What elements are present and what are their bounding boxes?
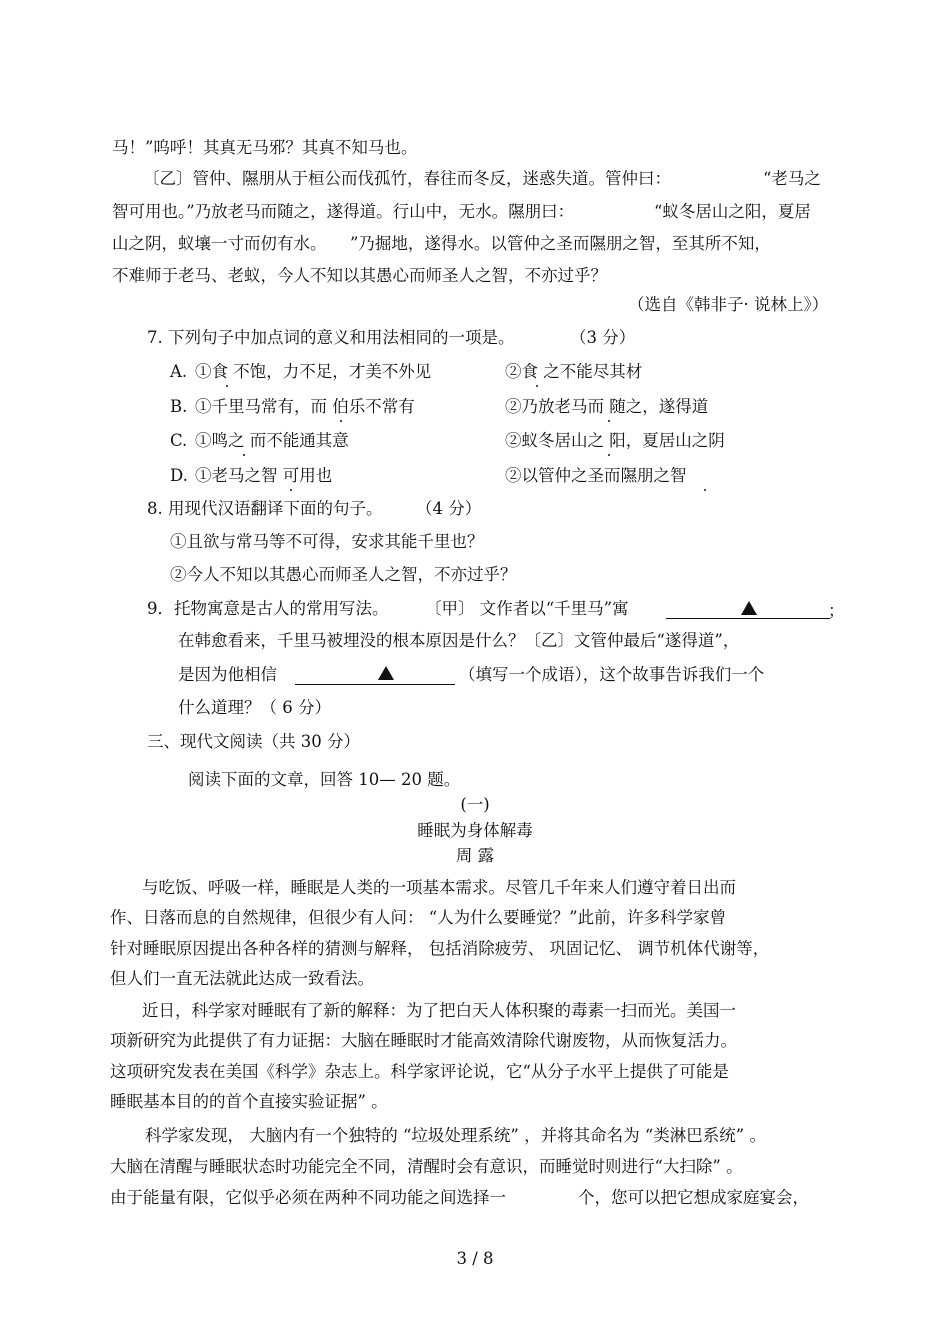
passage-yi-line: 不难师于老马、老蚁，今人不知以其愚心而师圣人之智，不亦过乎？ xyxy=(112,266,607,285)
article-line: 科学家发现， 大脑内有一个独特的 “垃圾处理系统” ，并将其命名为 “类淋巴系统” 。 xyxy=(145,1126,766,1145)
q9-line: （填写一个成语），这个故事告诉我们一个 xyxy=(459,665,765,684)
article-line: 睡眠基本目的的首个直接实验证据” 。 xyxy=(110,1092,388,1111)
emphasis-dot xyxy=(608,420,610,422)
triangle-marker-icon xyxy=(741,601,757,615)
q8-stem: 8. 用现代汉语翻译下面的句子。 xyxy=(147,499,383,518)
page-number: 3 / 8 xyxy=(456,1249,494,1268)
q7-score: （3 分） xyxy=(570,328,636,347)
q7-option-right: ②乃放老马而 随之，遂得道 xyxy=(505,397,709,416)
emphasis-dot xyxy=(608,454,610,456)
q7-option-left: ①鸣之 而不能通其意 xyxy=(195,431,349,450)
article-line: 与吃饭、呼吸一样，睡眠是人类的一项基本需求。尽管几千年来人们遵守着日出而 xyxy=(142,878,736,897)
passage-yi-line: 山之阴，蚁壤一寸而仞有水。 xyxy=(112,234,327,253)
article-line: 但人们一直无法就此达成一致看法。 xyxy=(110,969,374,988)
triangle-marker-icon xyxy=(378,666,394,680)
article-line: 针对睡眠原因提出各种各样的猜测与解释， 包括消除疲劳、 巩固记忆、 调节机体代谢等， xyxy=(110,939,770,958)
article-line: 大脑在清醒与睡眠状态时功能完全不同，清醒时会有意识，而睡觉时则进行“大扫除” 。 xyxy=(110,1157,743,1176)
article-line: 项新研究为此提供了有力证据：大脑在睡眠时才能高效清除代谢废物，从而恢复活力。 xyxy=(110,1031,737,1050)
q9-line: 〔甲〕 文作者以“千里马”寓 xyxy=(425,599,629,618)
emphasis-dot xyxy=(704,489,706,491)
q7-option-right: ②食 之不能尽其材 xyxy=(505,362,643,381)
q8-score: （4 分） xyxy=(416,499,482,518)
emphasis-dot xyxy=(290,489,292,491)
q9-line: 9．托物寓意是古人的常用写法。 xyxy=(147,599,389,618)
q7-option-left: ①食 不饱，力不足，才美不外见 xyxy=(195,362,432,381)
q7-option-letter: D. xyxy=(170,466,188,485)
passage-source: （选自《韩非子· 说林上》） xyxy=(628,295,829,314)
q8-sentence: ②今人不知以其愚心而师圣人之智，不亦过乎？ xyxy=(170,565,517,584)
passage-yi-line: 〔乙〕管仲、隰朋从于桓公而伐孤竹，春往而冬反，迷惑失道。管仲曰： xyxy=(143,169,671,188)
q7-option-letter: C. xyxy=(170,431,188,450)
passage-yi-line: ”乃掘地，遂得水。以管仲之圣而隰朋之智，至其所不知， xyxy=(350,234,771,253)
q7-stem: 7. 下列句子中加点词的意义和用法相同的一项是。 xyxy=(147,328,515,347)
article-line: 近日，科学家对睡眠有了新的解释：为了把白天人体积聚的毒素一扫而光。美国一 xyxy=(142,1001,736,1020)
article-part-label: (一) xyxy=(460,795,490,814)
passage-jia-end: 马！”呜呼！其真无马邪？其真不知马也。 xyxy=(112,138,418,157)
section-title: 三、现代文阅读（共 30 分） xyxy=(147,732,360,751)
q7-option-left: ①千里马常有，而 伯乐不常有 xyxy=(195,397,415,416)
q7-option-letter: B. xyxy=(170,397,188,416)
passage-yi-line: 智可用也。”乃放老马而随之，遂得道。行山中，无水。隰朋曰： xyxy=(112,202,575,221)
article-line: 作、日落而息的自然规律，但很少有人问： “人为什么要睡觉？”此前，许多科学家曾 xyxy=(110,908,727,927)
article-line: 个，您可以把它想成家庭宴会， xyxy=(578,1188,809,1207)
q7-option-letter: A. xyxy=(170,362,188,381)
q7-option-right: ②蚁冬居山之 阳，夏居山之阴 xyxy=(505,431,725,450)
q9-line: 是因为他相信 xyxy=(178,665,277,684)
q7-option-right: ②以管仲之圣而隰朋之智 xyxy=(505,466,687,485)
q9-line: 在韩愈看来，千里马被埋没的根本原因是什么？〔乙〕文管仲最后“遂得道”， xyxy=(178,631,740,650)
emphasis-dot xyxy=(340,420,342,422)
article-line: 由于能量有限，它似乎必须在两种不同功能之间选择一 xyxy=(110,1188,506,1207)
article-line: 这项研究发表在美国《科学》杂志上。科学家评论说，它“从分子水平上提供了可能是 xyxy=(110,1062,729,1081)
q9-line: 什么道理？（ 6 分） xyxy=(178,698,331,717)
section-instruction: 阅读下面的文章，回答 10— 20 题。 xyxy=(188,770,461,789)
q8-sentence: ①且欲与常马等不可得，安求其能千里也？ xyxy=(170,532,484,551)
passage-yi-line: “老马之 xyxy=(763,169,821,188)
article-author: 周 露 xyxy=(455,846,495,865)
q9-line-end: ； xyxy=(828,601,845,620)
passage-yi-line: “蚁冬居山之阳，夏居 xyxy=(654,202,811,221)
emphasis-dot xyxy=(243,454,245,456)
answer-blank[interactable] xyxy=(295,664,455,685)
emphasis-dot xyxy=(536,385,538,387)
emphasis-dot xyxy=(226,385,228,387)
q7-option-left: ①老马之智 可用也 xyxy=(195,466,333,485)
article-title: 睡眠为身体解毒 xyxy=(417,821,533,840)
